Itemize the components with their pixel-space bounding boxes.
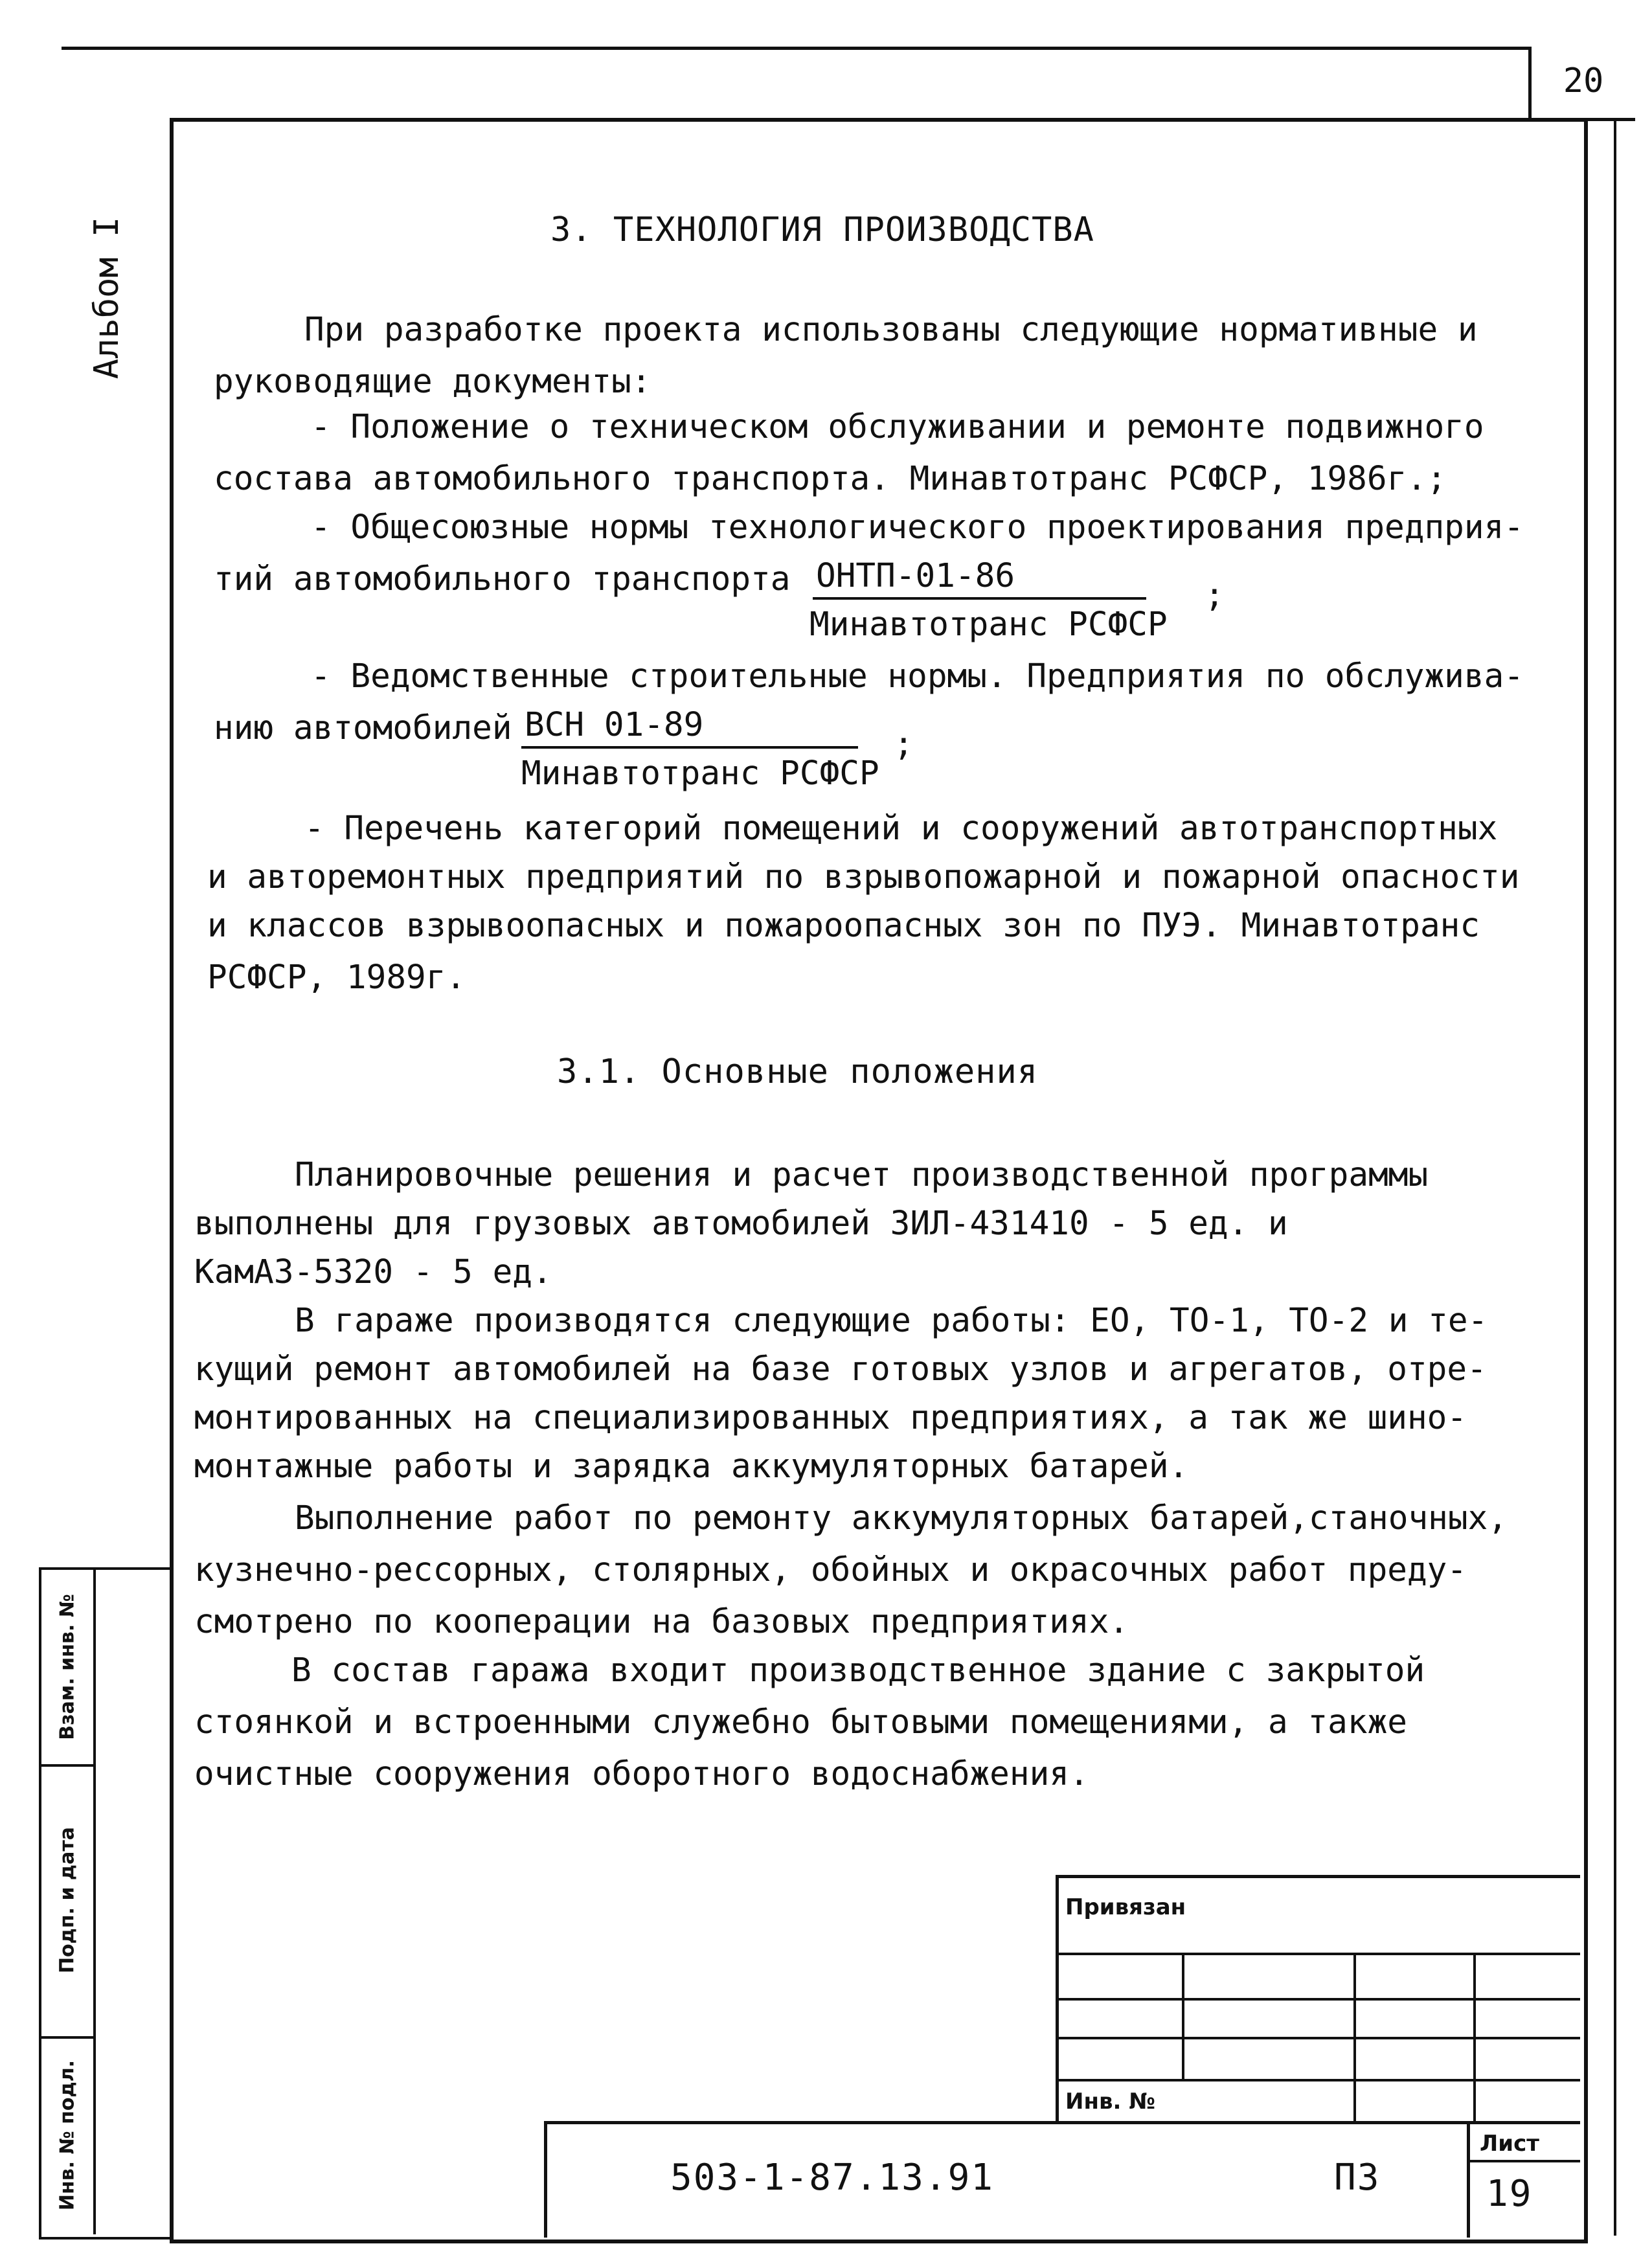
doc3-prefix: нию автомобилей (214, 709, 512, 747)
para1-line: Планировочные решения и расчет производственной программы (295, 1156, 1429, 1194)
intro-line: руководящие документы: (214, 363, 651, 401)
sheet-cell-divider (1467, 2160, 1580, 2162)
tb-row-line (1056, 1953, 1580, 1955)
stamp-vzam-inv: Взам. инв. № (41, 1570, 93, 1767)
para1-line: выполнены для грузовых автомобилей ЗИЛ-431410 - 5 ед. и (194, 1205, 1288, 1243)
para2-line: кущий ремонт автомобилей на базе готовых узлов и агрегатов, отре- (194, 1350, 1487, 1389)
subsection-title: 3.1. Основные положения (557, 1052, 1039, 1091)
right-edge-line (1614, 118, 1616, 2236)
stamp-podp-data: Подп. и дата (41, 1764, 93, 2039)
doc1-line: - Положение о техническом обслуживании и ремонте подвижного (311, 408, 1484, 446)
doc2-code: ОНТП-01-86 (816, 557, 1015, 595)
doc2-end: ; (1205, 576, 1225, 615)
tb-top-border (1056, 1875, 1580, 1878)
doc2-fraction-line (813, 597, 1146, 600)
para4-line: В состав гаража входит производственное здание с закрытой (291, 1651, 1425, 1690)
tb-row-line (1056, 1998, 1580, 2001)
para2-line: монтажные работы и зарядка аккумуляторных батарей. (194, 1447, 1189, 1486)
page-number: 20 (1563, 62, 1604, 100)
tb-main-top (544, 2121, 1580, 2124)
top-rule (62, 47, 1532, 50)
para4-line: стоянкой и встроенными служебно бытовыми помещениями, а также (194, 1703, 1407, 1741)
doc-mark: ПЗ (1334, 2157, 1381, 2199)
doc-code: 503-1-87.13.91 (670, 2157, 995, 2199)
sheet-number: 19 (1486, 2173, 1533, 2215)
doc1-line: состава автомобильного транспорта. Минавтотранс РСФСР, 1986г.; (214, 460, 1447, 498)
side-stamp (39, 1567, 172, 2240)
para3-line: кузнечно-рессорных, столярных, обойных и окрасочных работ преду- (194, 1551, 1467, 1589)
tb-col-line (1353, 1953, 1356, 2121)
inv-no-label: Инв. № (1065, 2089, 1156, 2115)
stamp-inv-podl: Инв. № подл. (56, 2059, 79, 2211)
stamp-divider (93, 1570, 96, 2234)
doc2-issuer: Минавтотранс РСФСР (809, 606, 1168, 644)
doc3-fraction-line (521, 746, 858, 749)
para4-line: очистные сооружения оборотного водоснабжения. (194, 1755, 1089, 1793)
para2-line: монтированных на специализированных предприятиях, а так же шино- (194, 1399, 1467, 1437)
doc3-end: ; (894, 725, 914, 764)
doc2-prefix: тий автомобильного транспорта (214, 560, 791, 598)
doc4-line: - Перечень категорий помещений и сооружений автотранспортных (304, 810, 1498, 848)
doc4-line: и классов взрывоопасных и пожароопасных зон по ПУЭ. Минавтотранс (207, 907, 1480, 945)
tb-main-left (544, 2121, 547, 2238)
doc3-issuer: Минавтотранс РСФСР (521, 754, 879, 793)
doc3-code: ВСН 01-89 (525, 706, 704, 744)
section-title: 3. ТЕХНОЛОГИЯ ПРОИЗВОДСТВА (550, 210, 1094, 249)
tb-row-line (1056, 2037, 1580, 2039)
para1-line: КамАЗ-5320 - 5 ед. (194, 1253, 552, 1291)
doc4-line: и авторемонтных предприятий по взрывопожарной и пожарной опасности (207, 858, 1520, 896)
privyazan-label: Привязан (1065, 1894, 1186, 1920)
intro-line: При разработке проекта использованы следующие нормативные и (304, 311, 1478, 349)
doc2-line: - Общесоюзные нормы технологического проектирования предприя- (311, 508, 1524, 547)
doc4-line: РСФСР, 1989г. (207, 958, 466, 997)
para3-line: смотрено по кооперации на базовых предприятиях. (194, 1603, 1129, 1641)
para3-line: Выполнение работ по ремонту аккумуляторных батарей,станочных, (295, 1499, 1508, 1537)
doc3-line: - Ведомственные строительные нормы. Предприятия по обслужива- (311, 657, 1524, 696)
tb-col-line (1182, 1953, 1184, 2079)
para2-line: В гараже производятся следующие работы: ЕО, ТО-1, ТО-2 и те- (295, 1302, 1488, 1340)
sheet-cell-left (1467, 2121, 1470, 2238)
tb-row-line (1056, 2079, 1580, 2081)
sheet-label: Лист (1480, 2131, 1539, 2157)
tb-col-line (1473, 1953, 1476, 2121)
album-label: Альбом I (87, 216, 126, 380)
